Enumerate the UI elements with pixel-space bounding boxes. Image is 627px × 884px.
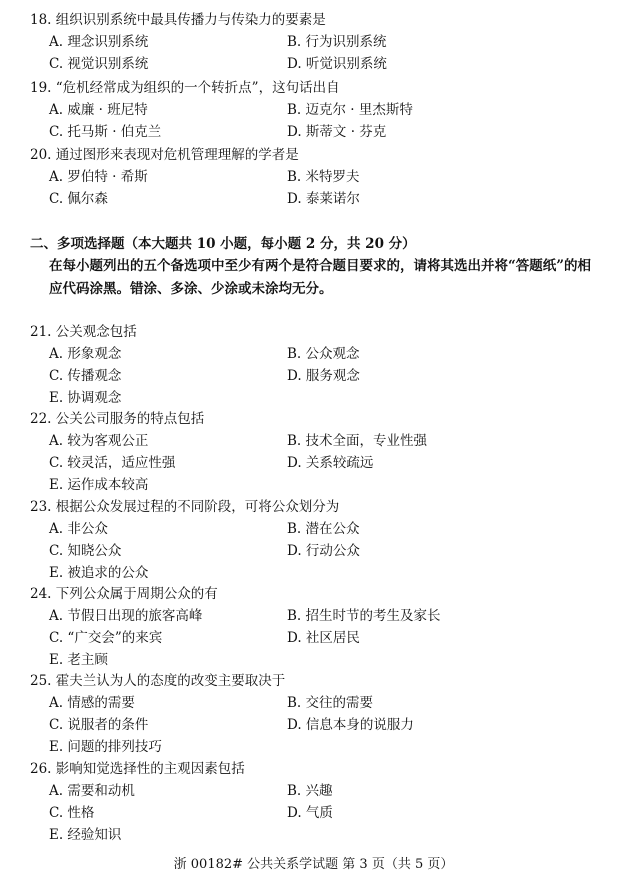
option-row [30, 166, 610, 188]
section-multiple-choice [30, 233, 610, 301]
option-row [30, 452, 610, 474]
option-row [30, 518, 610, 540]
option-row [30, 562, 610, 584]
option-row [30, 430, 610, 452]
option-b: B. 技术全面，专业性强 [287, 433, 428, 449]
option-b: B. 交往的需要 [287, 695, 374, 711]
option-c: C. 传播观念 [49, 368, 122, 384]
option-a: A. 节假日出现的旅客高峰 [49, 608, 203, 624]
option-b: B. 迈克尔 · 里杰斯特 [287, 102, 413, 118]
option-e: E. 协调观念 [49, 390, 122, 406]
option-c: C. 佩尔森 [49, 191, 108, 207]
option-row [30, 627, 610, 649]
option-b: B. 潜在公众 [287, 521, 360, 537]
option-c: C. 知晓公众 [49, 543, 122, 559]
question-21 [30, 322, 610, 409]
option-row [30, 802, 610, 824]
question-stem: 26. 影响知觉选择性的主观因素包括 [30, 761, 245, 777]
option-d: D. 服务观念 [287, 368, 360, 384]
question-24 [30, 584, 610, 671]
option-e: E. 运作成本较高 [49, 477, 149, 493]
option-row [30, 343, 610, 365]
option-row [30, 692, 610, 714]
option-d: D. 泰莱诺尔 [287, 191, 360, 207]
option-row [30, 605, 610, 627]
question-18 [30, 10, 610, 75]
option-a: A. 形象观念 [49, 346, 122, 362]
option-c: C. 视觉识别系统 [49, 56, 149, 72]
option-b: B. 公众观念 [287, 346, 360, 362]
option-e: E. 被追求的公众 [49, 565, 149, 581]
option-row [30, 649, 610, 671]
question-stem: 22. 公关公司服务的特点包括 [30, 411, 205, 427]
option-a: A. 非公众 [49, 521, 108, 537]
option-a: A. 威廉 · 班尼特 [49, 102, 148, 118]
option-b: B. 兴趣 [287, 783, 333, 799]
section-instruction: 在每小题列出的五个备选项中至少有两个是符合题目要求的，请将其选出并将“答题纸”的相应代码涂黑。错涂、多涂、少涂或未涂均无分。 [49, 258, 592, 297]
option-a: A. 情感的需要 [49, 695, 135, 711]
option-c: C. 托马斯 · 伯克兰 [49, 124, 162, 140]
question-stem: 20. 通过图形来表现对危机管理理解的学者是 [30, 147, 299, 163]
option-a: A. 罗伯特 · 希斯 [49, 169, 148, 185]
option-c: C. 较灵活，适应性强 [49, 455, 176, 471]
option-a: A. 较为客观公正 [49, 433, 149, 449]
option-row [30, 824, 610, 846]
option-d: D. 行动公众 [287, 543, 360, 559]
page-footer: 浙 00182# 公共关系学试题 第 3 页（共 5 页） [173, 857, 454, 872]
option-d: D. 斯蒂文 · 芬克 [287, 124, 387, 140]
option-row [30, 736, 610, 758]
option-row [30, 387, 610, 409]
option-row [30, 780, 610, 802]
option-d: D. 社区居民 [287, 630, 360, 646]
option-row [30, 540, 610, 562]
option-b: B. 行为识别系统 [287, 34, 387, 50]
option-b: B. 米特罗夫 [287, 169, 360, 185]
option-e: E. 问题的排列技巧 [49, 739, 162, 755]
question-stem: 25. 霍夫兰认为人的态度的改变主要取决于 [30, 673, 286, 689]
option-d: D. 听觉识别系统 [287, 56, 387, 72]
option-d: D. 气质 [287, 805, 333, 821]
option-row [30, 188, 610, 210]
option-row [30, 99, 610, 121]
option-row [30, 474, 610, 496]
option-c: C. 性格 [49, 805, 95, 821]
question-19 [30, 78, 610, 143]
option-row [30, 31, 610, 53]
question-stem: 21. 公关观念包括 [30, 324, 137, 340]
option-c: C. “广交会”的来宾 [49, 630, 163, 646]
option-a: A. 需要和动机 [49, 783, 135, 799]
option-row [30, 53, 610, 75]
section-title: 二、多项选择题（本大题共 10 小题，每小题 2 分，共 20 分） [30, 236, 416, 252]
option-row [30, 121, 610, 143]
question-22 [30, 409, 610, 496]
question-stem: 23. 根据公众发展过程的不同阶段，可将公众划分为 [30, 499, 340, 515]
question-stem: 18. 组织识别系统中最具传播力与传染力的要素是 [30, 12, 326, 28]
option-a: A. 理念识别系统 [49, 34, 149, 50]
option-d: D. 信息本身的说服力 [287, 717, 414, 733]
question-25 [30, 671, 610, 758]
option-e: E. 经验知识 [49, 827, 122, 843]
option-b: B. 招生时节的考生及家长 [287, 608, 441, 624]
option-e: E. 老主顾 [49, 652, 108, 668]
question-stem: 24. 下列公众属于周期公众的有 [30, 586, 218, 602]
question-20 [30, 145, 610, 210]
option-c: C. 说服者的条件 [49, 717, 149, 733]
option-d: D. 关系较疏远 [287, 455, 374, 471]
question-23 [30, 497, 610, 584]
question-stem: 19. “危机经常成为组织的一个转折点”，这句话出自 [30, 80, 340, 96]
option-row [30, 365, 610, 387]
question-26 [30, 759, 610, 846]
option-row [30, 714, 610, 736]
